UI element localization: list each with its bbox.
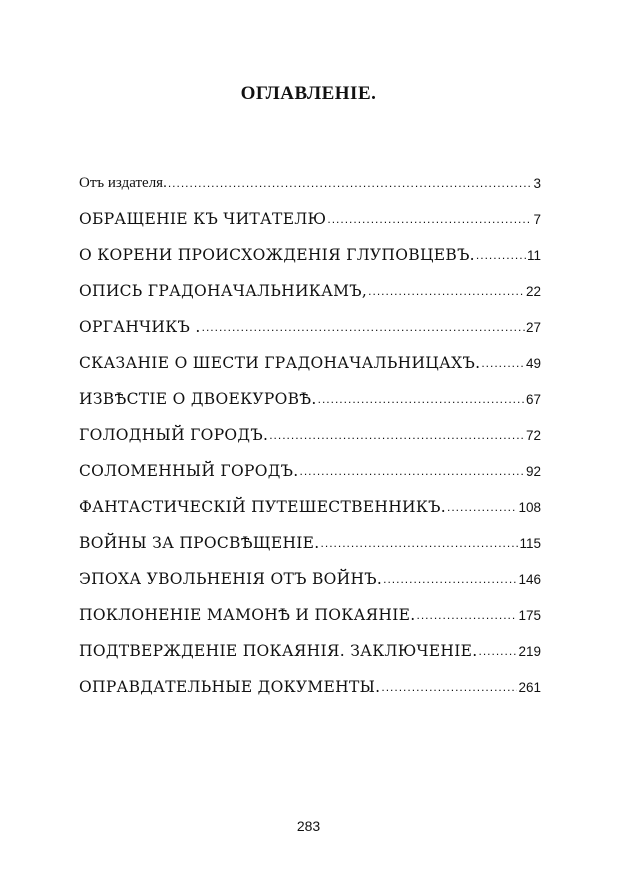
toc-entry-title: ЭПОХА УВОЛЬНЕНIЯ ОТЪ ВОЙНЪ. <box>79 570 383 588</box>
toc-entry[interactable] <box>79 300 541 336</box>
toc-entry[interactable] <box>79 480 541 516</box>
toc-entry-title: Отъ издателя. <box>79 175 167 191</box>
toc-entry-page: 49 <box>525 356 541 371</box>
toc-entry[interactable] <box>79 336 541 372</box>
toc-leader-dots <box>327 213 532 225</box>
toc-leader-dots <box>318 393 525 405</box>
toc-entry-title: ОПРАВДАТЕЛЬНЫЕ ДОКУМЕНТЫ. <box>79 678 381 696</box>
toc-entry[interactable] <box>79 264 541 300</box>
toc-leader-dots <box>383 573 517 585</box>
table-of-contents <box>79 156 541 696</box>
toc-leader-dots <box>417 609 518 621</box>
toc-entry-title: СКАЗАНIЕ О ШЕСТИ ГРАДОНАЧАЛЬНИЦАХЪ. <box>79 354 481 372</box>
toc-leader-dots <box>321 537 519 549</box>
toc-entry[interactable] <box>79 516 541 552</box>
toc-leader-dots <box>481 357 525 369</box>
toc-entry-page: 115 <box>519 536 541 551</box>
page-number: 283 <box>296 818 321 834</box>
toc-entry-page: 219 <box>518 644 541 659</box>
toc-entry-title: ПОДТВЕРЖДЕНIЕ ПОКАЯНIЯ. ЗАКЛЮЧЕНIЕ. <box>79 642 478 660</box>
toc-entry-page: 261 <box>518 680 541 695</box>
toc-entry-title: ОБРАЩЕНIЕ КЪ ЧИТАТЕЛЮ <box>79 210 327 228</box>
toc-leader-dots <box>168 177 533 189</box>
toc-entry-title: СОЛОМЕННЫЙ ГОРОДЪ. <box>79 462 299 480</box>
toc-entry[interactable] <box>79 660 541 696</box>
toc-leader-dots <box>202 321 525 333</box>
toc-entry-title: ФАНТАСТИЧЕСКIЙ ПУТЕШЕСТВЕННИКЪ. <box>79 498 446 516</box>
toc-entry[interactable] <box>79 372 541 408</box>
toc-leader-dots <box>299 465 524 477</box>
toc-leader-dots <box>269 429 525 441</box>
toc-entry-page: 67 <box>525 392 541 407</box>
toc-entry[interactable] <box>79 156 541 192</box>
toc-leader-dots <box>476 249 526 261</box>
toc-entry-page: 22 <box>525 284 541 299</box>
toc-entry-page: 27 <box>525 320 541 335</box>
toc-entry[interactable] <box>79 588 541 624</box>
toc-entry-page: 3 <box>533 176 541 191</box>
toc-entry-title: ОПИСЬ ГРАДОНАЧАЛЬНИКАМЪ, <box>79 282 368 300</box>
toc-entry-title: ИЗВѢСТIЕ О ДВОЕКУРОВѢ. <box>79 390 317 408</box>
toc-entry[interactable] <box>79 444 541 480</box>
toc-entry-title: ВОЙНЫ ЗА ПРОСВѢЩЕНIЕ. <box>79 534 320 552</box>
toc-entry[interactable] <box>79 552 541 588</box>
page-title: ОГЛАВЛЕНIЕ. <box>240 83 377 104</box>
toc-leader-dots <box>479 645 518 657</box>
toc-entry-page: 72 <box>525 428 541 443</box>
toc-entry-page: 92 <box>525 464 541 479</box>
toc-entry-page: 146 <box>518 572 541 587</box>
toc-entry[interactable] <box>79 192 541 228</box>
toc-entry-page: 11 <box>526 248 541 263</box>
toc-entry-title: ГОЛОДНЫЙ ГОРОДЪ. <box>79 426 269 444</box>
toc-leader-dots <box>368 285 525 297</box>
toc-leader-dots <box>447 501 517 513</box>
toc-entry-page: 175 <box>518 608 541 623</box>
toc-entry-title: ОРГАНЧИКЪ . <box>79 318 201 336</box>
toc-entry[interactable] <box>79 408 541 444</box>
toc-entry-page: 108 <box>518 500 541 515</box>
toc-entry-title: О КОРЕНИ ПРОИСХОЖДЕНIЯ ГЛУПОВЦЕВЪ. <box>79 246 475 264</box>
toc-entry-title: ПОКЛОНЕНIЕ МАМОНѢ И ПОКАЯНIЕ. <box>79 606 416 624</box>
toc-entry[interactable] <box>79 624 541 660</box>
toc-leader-dots <box>381 681 517 693</box>
toc-entry[interactable] <box>79 228 541 264</box>
toc-entry-page: 7 <box>533 212 541 227</box>
